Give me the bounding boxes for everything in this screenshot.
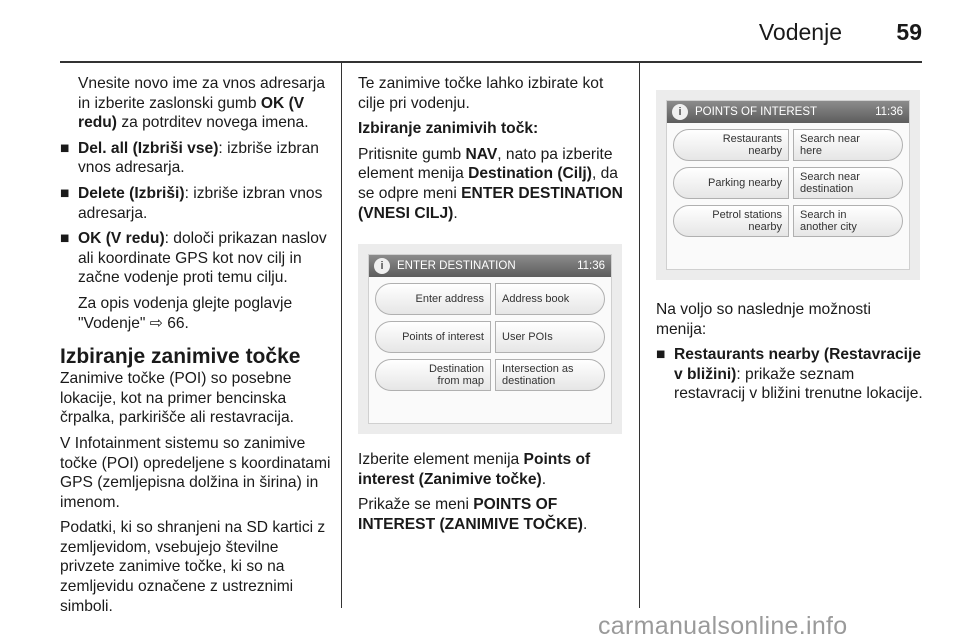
paragraph: V Infotainment sistemu so zanimive točke (POI) opredeljene s koordinatami GPS (zemljepisna dolžina in širina) in imenom. bbox=[60, 434, 331, 511]
page-reference-link[interactable]: 66. bbox=[167, 314, 189, 332]
points-of-interest-button[interactable]: Points of interest bbox=[375, 321, 491, 353]
screen bbox=[666, 100, 910, 270]
restaurants-nearby-button[interactable]: Restaurants nearby bbox=[673, 129, 789, 161]
bullet-icon: ■ bbox=[60, 230, 70, 248]
paragraph: Prikaže se meni POINTS OF INTEREST (ZANIMIVE TOČKE). bbox=[358, 496, 588, 533]
section-heading: Izbiranje zanimive točke bbox=[60, 345, 301, 369]
reference-paragraph: Za opis vodenja glejte poglavje "Vodenje" ⇨ 66. bbox=[78, 294, 293, 332]
column-2 bbox=[358, 74, 630, 229]
info-icon: i bbox=[374, 258, 390, 274]
column-2-lower bbox=[358, 450, 630, 540]
search-near-destination-button[interactable]: Search near destination bbox=[793, 167, 903, 199]
user-pois-button[interactable]: User POIs bbox=[495, 321, 605, 353]
info-icon: i bbox=[672, 104, 688, 120]
screen-title: ENTER DESTINATION bbox=[397, 260, 516, 272]
header-rule bbox=[60, 61, 922, 63]
page-number: 59 bbox=[896, 19, 922, 45]
bullet-icon: ■ bbox=[60, 184, 70, 202]
column-1 bbox=[60, 74, 332, 622]
search-near-here-button[interactable]: Search near here bbox=[793, 129, 903, 161]
arrow-icon: ⇨ bbox=[149, 314, 163, 332]
search-in-another-city-button[interactable]: Search in another city bbox=[793, 205, 903, 237]
bullet-icon: ■ bbox=[656, 346, 666, 364]
page-title: Vodenje bbox=[758, 19, 842, 45]
paragraph: Podatki, ki so shranjeni na SD kartici z zemljevidom, vsebujejo številne privzete zanimive točke, ki so na zemljevidu označene z ustreznimi simboli. bbox=[60, 519, 326, 615]
watermark: carmanualsonline.info bbox=[598, 612, 848, 640]
list-item: ■ Delete (Izbriši): izbriše izbran vnos adresarja. bbox=[60, 184, 323, 222]
column-3 bbox=[656, 300, 924, 410]
paragraph: Te zanimive točke lahko izbirate kot cilje pri vodenju. bbox=[358, 75, 604, 112]
petrol-stations-nearby-button[interactable]: Petrol stations nearby bbox=[673, 205, 789, 237]
clock: 11:36 bbox=[577, 260, 605, 272]
enter-address-button[interactable]: Enter address bbox=[375, 283, 491, 315]
screenshot-enter-destination bbox=[358, 244, 622, 434]
screen-title-bar bbox=[667, 101, 909, 123]
clock: 11:36 bbox=[875, 106, 903, 118]
destination-from-map-button[interactable]: Destination from map bbox=[375, 359, 491, 391]
intersection-as-destination-button[interactable]: Intersection as destination bbox=[495, 359, 605, 391]
list-item: ■ OK (V redu): določi prikazan naslov ali koordinate GPS kot nov cilj in začne vodenje proti temu cilju. bbox=[60, 230, 327, 287]
screen bbox=[368, 254, 612, 424]
list-item: ■ Restaurants nearby (Restavracije v bližini): prikaže seznam restavracij v bližini trenutne lokacije. bbox=[656, 346, 923, 403]
page-header bbox=[60, 0, 922, 62]
subheading: Izbiranje zanimivih točk: bbox=[358, 120, 539, 138]
paragraph: Pritisnite gumb NAV, nato pa izberite element menija Destination (Cilj), da se odpre meni ENTER DESTINATION (VNESI CILJ). bbox=[358, 145, 623, 222]
bullet-icon: ■ bbox=[60, 139, 70, 157]
address-book-button[interactable]: Address book bbox=[495, 283, 605, 315]
screen-title-bar bbox=[369, 255, 611, 277]
column-divider bbox=[639, 62, 640, 608]
paragraph: Izberite element menija Points of interest (Zanimive točke). bbox=[358, 451, 591, 488]
screenshot-points-of-interest bbox=[656, 90, 920, 280]
intro-paragraph: Vnesite novo ime za vnos adresarja in izberite zaslonski gumb OK (V redu) za potrditev novega imena. bbox=[78, 75, 326, 132]
parking-nearby-button[interactable]: Parking nearby bbox=[673, 167, 789, 199]
paragraph: Zanimive točke (POI) so posebne lokacije, kot na primer bencinska črpalka, parkirišče ali restavracija. bbox=[60, 370, 294, 427]
column-divider bbox=[341, 62, 342, 608]
list-item: ■ Del. all (Izbriši vse): izbriše izbran vnos adresarja. bbox=[60, 139, 319, 177]
paragraph: Na voljo so naslednje možnosti menija: bbox=[656, 301, 871, 338]
screen-title: POINTS OF INTEREST bbox=[695, 106, 818, 118]
